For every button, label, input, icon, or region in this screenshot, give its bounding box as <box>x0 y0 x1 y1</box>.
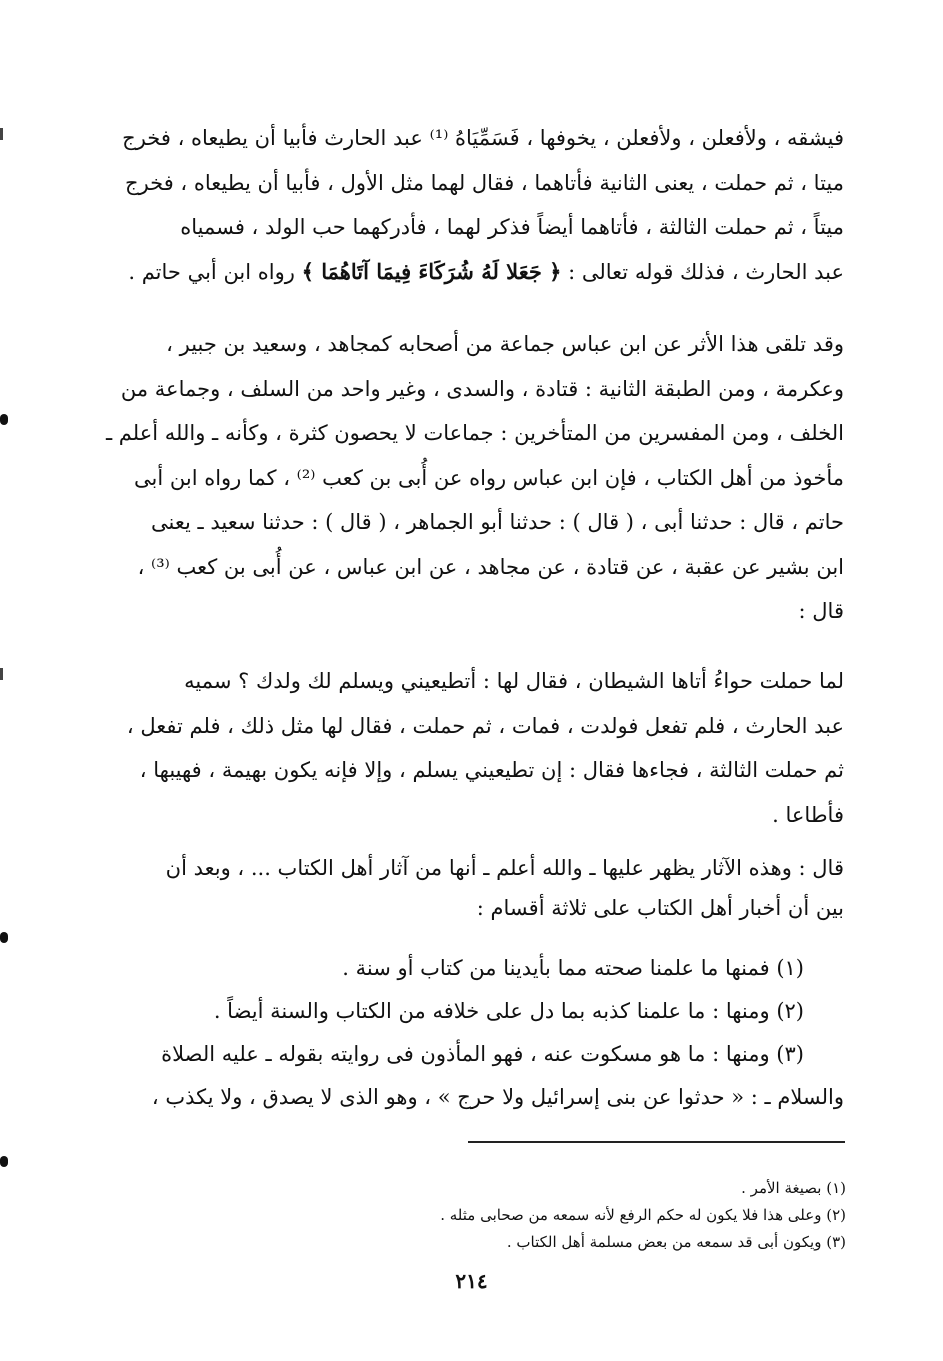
page-number: ٢١٤ <box>455 1269 488 1293</box>
text-line: فيشقه ، ولأفعلن ، ولأفعلن ، يخوفها ، فَسَمِّيَاهُ ⁽¹⁾ عبد الحارث فأبيا أن يطيعاه ، فخرج <box>122 126 844 150</box>
footnotes <box>98 1175 846 1256</box>
text-line: قال : وهذه الآثار يظهر عليها ـ والله أعلم ـ أنها من آثار أهل الكتاب ... ، وبعد أن <box>165 856 844 880</box>
text-line: بين أن أخبار أهل الكتاب على ثلاثة أقسام : <box>476 896 844 920</box>
text-fragment: رواه ابن أبي حاتم . <box>128 259 295 284</box>
text-line <box>98 250 844 295</box>
text-line: قال : <box>798 599 844 623</box>
footnote: (١) بصيغة الأمر . <box>741 1179 846 1197</box>
paragraph-2 <box>98 322 844 634</box>
paragraph-4 <box>98 848 844 928</box>
margin-dot <box>0 932 8 943</box>
text-line: وعكرمة ، ومن الطبقة الثانية : قتادة ، والسدى ، وغير واحد من السلف ، وجماعة من <box>120 376 844 401</box>
text-line: ميتا ، ثم حملت ، يعنى الثانية فأتاهما ، فقال لهما مثل الأول ، فأبيا أن يطيعاه ، فخرج <box>125 170 844 195</box>
quran-quote: ﴿ جَعَلا لَهُ شُرَكَاءَ فِيمَا آتَاهُمَا ﴾ <box>301 258 562 284</box>
numbered-list <box>98 947 844 1119</box>
footnote: (٣) ويكون أبى قد سمعه من بعض مسلمة أهل الكتاب . <box>506 1233 846 1251</box>
text-line: ثم حملت الثالثة ، فجاءها فقال : إن تطيعيني يسلم ، وإلا فإنه يكون بهيمة ، فهيبها ، <box>139 758 844 782</box>
margin-dot <box>0 1156 8 1167</box>
margin-mark <box>0 668 3 680</box>
text-line: مأخوذ من أهل الكتاب ، فإن ابن عباس رواه عن أُبى بن كعب ⁽²⁾ ، كما رواه ابن أبى <box>134 465 844 490</box>
footnote-divider <box>468 1141 845 1143</box>
text-line: فأطاعا . <box>772 802 844 827</box>
text-line: حاتم ، قال : حدثنا أبى ، ( قال ) : حدثنا أبو الجماهر ، ( قال ) : حدثنا سعيد ـ يعنى <box>151 510 844 534</box>
paragraph-3 <box>98 659 844 837</box>
text-line: ميتاً ، ثم حملت الثالثة ، فأتاهما أيضاً فذكر لهما ، فأدركهما حب الولد ، فسمياه <box>180 215 844 239</box>
list-item: (٣) ومنها : ما هو مسكوت عنه ، فهو المأذون فى روايته بقوله ـ عليه الصلاة <box>161 1042 804 1066</box>
margin-mark <box>0 128 3 140</box>
footnote: (٢) وعلى هذا فلا يكون له حكم الرفع لأنه سمعه من صحابى مثله . <box>440 1206 846 1224</box>
paragraph-1 <box>98 116 844 294</box>
list-item-continuation: والسلام ـ : « حدثوا عن بنى إسرائيل ولا حرج » ، وهو الذى لا يصدق ، ولا يكذب ، <box>151 1085 844 1109</box>
list-item: (١) فمنها ما علمنا صحته مما بأيدينا من كتاب أو سنة . <box>342 956 804 980</box>
list-item: (٢) ومنها : ما علمنا كذبه بما دل على خلافه من الكتاب والسنة أيضاً . <box>213 999 804 1023</box>
text-fragment: عبد الحارث ، فذلك قوله تعالى : <box>568 259 844 284</box>
text-line: الخلف ، ومن المفسرين من المتأخرين : جماعات لا يحصون كثرة ، وكأنه ـ والله أعلم ـ <box>105 421 844 445</box>
text-line: ابن بشير عن عقبة ، عن قتادة ، عن مجاهد ، عن ابن عباس ، عن أُبى بن كعب ⁽³⁾ ، <box>137 554 844 579</box>
text-line: عبد الحارث ، فلم تفعل فولدت ، فمات ، ثم حملت ، فقال لها مثل ذلك ، فلم تفعل ، <box>126 713 844 738</box>
text-line: وقد تلقى هذا الأثر عن ابن عباس جماعة من أصحابه كمجاهد ، وسعيد بن جبير ، <box>166 332 844 356</box>
text-line: لما حملت حواءُ أتاها الشيطان ، فقال لها : أتطيعيني ويسلم لك ولدك ؟ سميه <box>184 669 844 693</box>
margin-dot <box>0 414 8 425</box>
